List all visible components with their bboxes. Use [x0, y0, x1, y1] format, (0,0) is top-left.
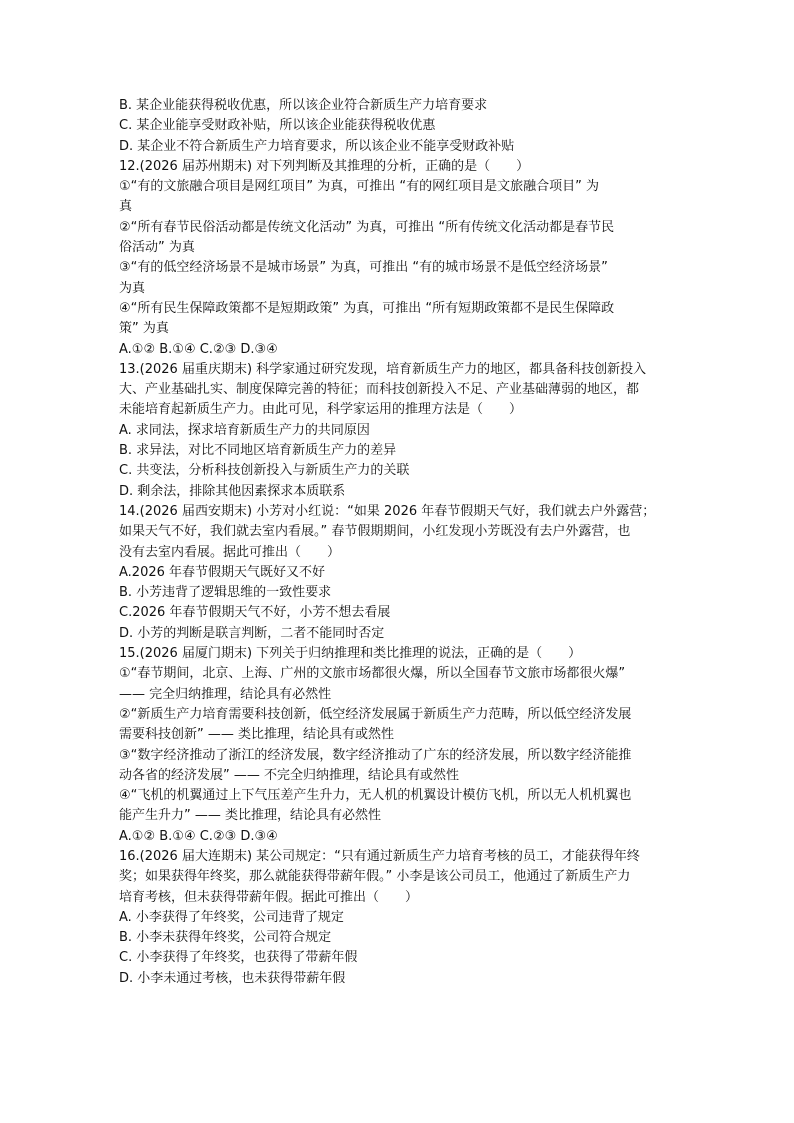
text-line: 奖；如果获得年终奖，那么就能获得带薪年假。” 小李是该公司员工，他通过了新质生产力: [119, 869, 631, 885]
text-line: D. 小芳的判断是联言判断，二者不能同时否定: [119, 625, 385, 641]
text-line: —— 完全归纳推理，结论具有必然性: [119, 686, 332, 702]
text-line: B. 某企业能获得税收优惠，所以该企业符合新质生产力培育要求: [119, 98, 488, 113]
text-line: 动各省的经济发展” —— 不完全归纳推理，结论具有或然性: [119, 767, 459, 783]
question-16-heading: 16.(2026 届大连期末) 某公司规定：“只有通过新质生产力培育考核的员工，才能获得年终: [119, 848, 640, 864]
text-line: A. 求同法，探求培育新质生产力的共同原因: [119, 422, 370, 438]
text-line: ③“数字经济推动了浙江的经济发展，数字经济推动了广东的经济发展，所以数字经济能推: [119, 747, 632, 763]
text-line: A.2026 年春节假期天气既好又不好: [119, 564, 326, 580]
text-line: 大、产业基础扎实、制度保障完善的特征；而科技创新投入不足、产业基础薄弱的地区，都: [119, 382, 640, 398]
text-line: 没有去室内看展。据此可推出（ ）: [119, 544, 341, 560]
text-line: 俗活动” 为真: [119, 240, 195, 256]
question-14-heading: 14.(2026 届西安期末) 小芳对小红说：“如果 2026 年春节假期天气好，我们就去户外露营；: [119, 503, 656, 519]
text-line: C. 共变法，分析科技创新投入与新质生产力的关联: [119, 463, 410, 479]
text-line: A. 小李获得了年终奖，公司违背了规定: [119, 909, 344, 925]
text-line: 未能培育起新质生产力。由此可见，科学家运用的推理方法是（ ）: [119, 402, 523, 418]
text-line: ③“有的低空经济场景不是城市场景” 为真，可推出 “有的城市场景不是低空经济场景”: [119, 260, 608, 276]
text-line: B. 求异法，对比不同地区培育新质生产力的差异: [119, 443, 397, 459]
text-line: B. 小芳违背了逻辑思维的一致性要求: [119, 585, 332, 601]
question-13-heading: 13.(2026 届重庆期末) 科学家通过研究发现，培育新质生产力的地区，都具备科技创新投入: [119, 361, 647, 377]
text-line: C. 某企业能享受财政补贴，所以该企业能获得税收优惠: [119, 118, 436, 134]
text-line: 能产生升力” —— 类比推理，结论具有必然性: [119, 808, 381, 824]
text-line: B. 小李未获得年终奖，公司符合规定: [119, 930, 332, 946]
question-12-heading: 12.(2026 届苏州期末) 对下列判断及其推理的分析，正确的是（ ）: [119, 158, 530, 174]
text-line: D. 剩余法，排除其他因素探求本质联系: [119, 483, 346, 499]
text-line: ②“所有春节民俗活动都是传统文化活动” 为真，可推出 “所有传统文化活动都是春节民: [119, 219, 615, 235]
text-line: C.2026 年春节假期天气不好，小芳不想去看展: [119, 605, 391, 621]
text-line: 策” 为真: [119, 321, 169, 337]
text-line: 需要科技创新” —— 类比推理，结论具有或然性: [119, 727, 394, 743]
text-line: ④“所有民生保障政策都不是短期政策” 为真，可推出 “所有短期政策都不是民生保障政: [119, 300, 615, 316]
text-line: C. 小李获得了年终奖，也获得了带薪年假: [119, 950, 358, 966]
text-line: ④“飞机的机翼通过上下气压差产生升力，无人机的机翼设计模仿飞机，所以无人机机翼也: [119, 788, 632, 804]
text-line: 如果天气不好，我们就去室内看展。” 春节假期期间，小红发现小芳既没有去户外露营，也: [119, 524, 631, 540]
text-line: D. 某企业不符合新质生产力培育要求，所以该企业不能享受财政补贴: [119, 138, 515, 154]
text-line: 真: [119, 199, 133, 215]
question-15-heading: 15.(2026 届厦门期末) 下列关于归纳推理和类比推理的说法，正确的是（ ）: [119, 646, 582, 662]
text-line: D. 小李未通过考核，也未获得带薪年假: [119, 970, 346, 986]
text-line: ①“春节期间，北京、上海、广州的文旅市场都很火爆，所以全国春节文旅市场都很火爆”: [119, 666, 626, 682]
answer-options: A.①② B.①④ C.②③ D.③④: [119, 341, 278, 357]
answer-options: A.①② B.①④ C.②③ D.③④: [119, 828, 278, 844]
text-line: ②“新质生产力培育需要科技创新，低空经济发展属于新质生产力范畴，所以低空经济发展: [119, 706, 632, 722]
text-line: 培育考核，但未获得带薪年假。据此可推出（ ）: [119, 889, 419, 905]
text-line: 为真: [119, 280, 146, 296]
text-line: ①“有的文旅融合项目是网红项目” 为真，可推出 “有的网红项目是文旅融合项目” 为: [119, 179, 599, 195]
